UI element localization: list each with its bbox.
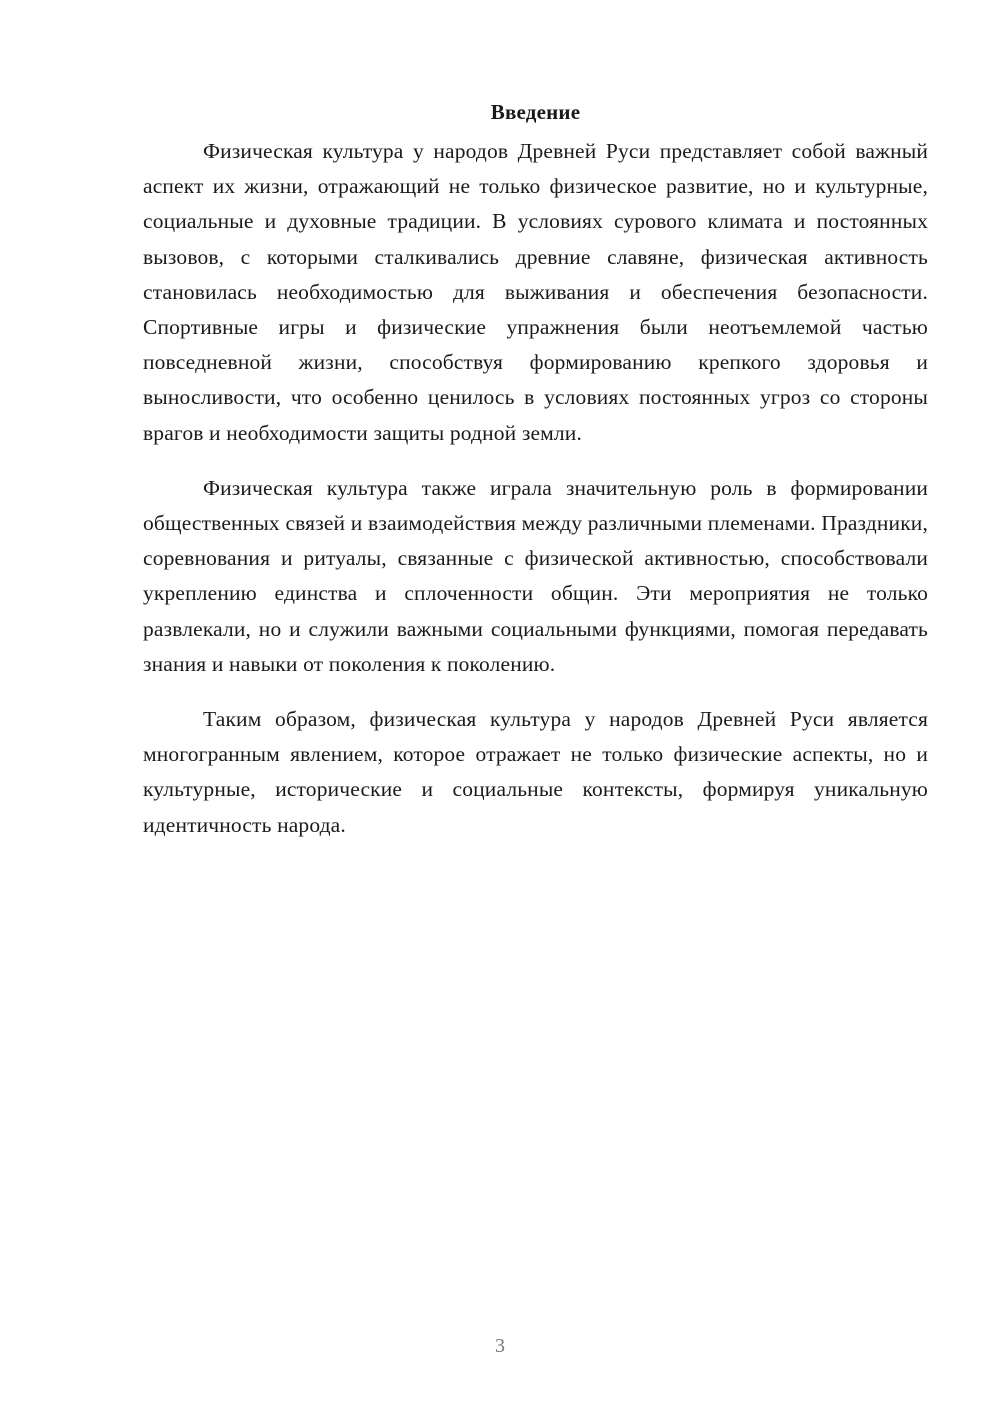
paragraph-3: Таким образом, физическая культура у народов Древней Руси является многогранным явлением, которое отражает не только физические аспекты, но и культурные, исторические и социальные контексты, формируя уникальную идентичность народа.	[143, 707, 928, 837]
paragraph-1: Физическая культура у народов Древней Руси представляет собой важный аспект их жизни, отражающий не только физическое развитие, но и культурные, социальные и духовные традиции. В условиях сурового климата и постоянных вызовов, с которыми сталкивались древние славяне, физическая активность становилась необходимостью для выживания и обеспечения безопасности. Спортивные игры и физические упражнения были неотъемлемой частью повседневной жизни, способствуя формированию крепкого здоровья и выносливости, что особенно ценилось в условиях постоянных угроз со стороны врагов и необходимости защиты родной земли.	[143, 139, 928, 445]
paragraph-2: Физическая культура также играла значительную роль в формировании общественных связей и взаимодействия между различными племенами. Праздники, соревнования и ритуалы, связанные с физической активностью, способствовали укреплению единства и сплоченности общин. Эти мероприятия не только развлекали, но и служили важными социальными функциями, помогая передавать знания и навыки от поколения к поколению.	[143, 475, 928, 676]
section-heading: Введение	[490, 100, 581, 124]
page-number: 3	[495, 1335, 505, 1357]
page-content	[143, 96, 928, 863]
